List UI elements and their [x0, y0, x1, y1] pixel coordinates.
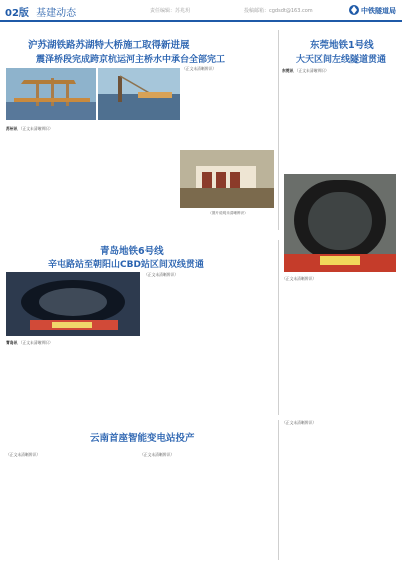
article-body-cont: [282, 276, 396, 411]
article-body: [6, 340, 140, 410]
article-lead: 苏州讯: [6, 126, 18, 131]
article-paragraph: （正文未清晰辨识）: [6, 452, 41, 457]
article-title: 东莞地铁1号线: [310, 40, 374, 51]
article-body-col2: [144, 272, 274, 410]
page-number: 02版: [5, 8, 29, 19]
bridge-photo-3: [180, 150, 274, 208]
column-divider: [278, 30, 279, 230]
article-lead: 东莞讯: [282, 68, 294, 73]
article-title: 云南首座智能变电站投产: [90, 433, 195, 444]
article-paragraph: （正文未清晰辨识）: [182, 66, 217, 71]
article-body: [282, 68, 396, 174]
header-section: [5, 4, 76, 19]
article-paragraph: （正文未清晰辨识）: [18, 340, 53, 345]
article-title: 沪苏湖铁路苏湖特大桥施工取得新进展: [28, 40, 190, 51]
header-rule: [0, 20, 402, 22]
article-paragraph: （正文未清晰辨识）: [18, 126, 53, 131]
bridge-photo-1: [6, 68, 96, 120]
column-divider: [278, 240, 279, 415]
column-divider: [278, 420, 279, 560]
article-body-col2: [140, 452, 274, 557]
article-body: [6, 126, 178, 222]
article-paragraph: （正文未清晰辨识）: [140, 452, 175, 457]
article-title: 青岛地铁6号线: [100, 246, 164, 257]
article-paragraph: （正文未清晰辨识）: [144, 272, 179, 277]
article-paragraph: （正文未清晰辨识）: [282, 276, 317, 281]
tunnel-photo: [284, 174, 396, 272]
submission-email: 投稿邮箱：cgdsdt@163.com: [244, 8, 313, 14]
article-lead: 青岛讯: [6, 340, 18, 345]
article-paragraph: （正文未清晰辨识）: [282, 420, 317, 425]
photo-caption: （图片说明未清晰辨识）: [208, 211, 248, 215]
breakthrough-photo: [6, 272, 140, 336]
article-body-col3: [282, 420, 396, 557]
company-logo: [348, 3, 402, 17]
article-subtitle: 大天区间左线隧道贯通: [296, 55, 387, 65]
article-paragraph: （正文未清晰辨识）: [294, 68, 329, 73]
article-subtitle: 辛屯路站至朝阳山CBD站区间双线贯通: [48, 260, 204, 270]
svg-text:中铁隧道局: 中铁隧道局: [361, 7, 396, 15]
section-name: 基建动态: [36, 8, 77, 19]
bridge-photo-2: [98, 68, 180, 120]
article-subtitle: 震泽桥段完成跨京杭运河主桥水中承台全部完工: [36, 55, 226, 65]
page-header: [0, 0, 402, 26]
article-body: [6, 452, 136, 557]
editor-credit: 责任编辑：苏兆玥: [150, 8, 191, 14]
